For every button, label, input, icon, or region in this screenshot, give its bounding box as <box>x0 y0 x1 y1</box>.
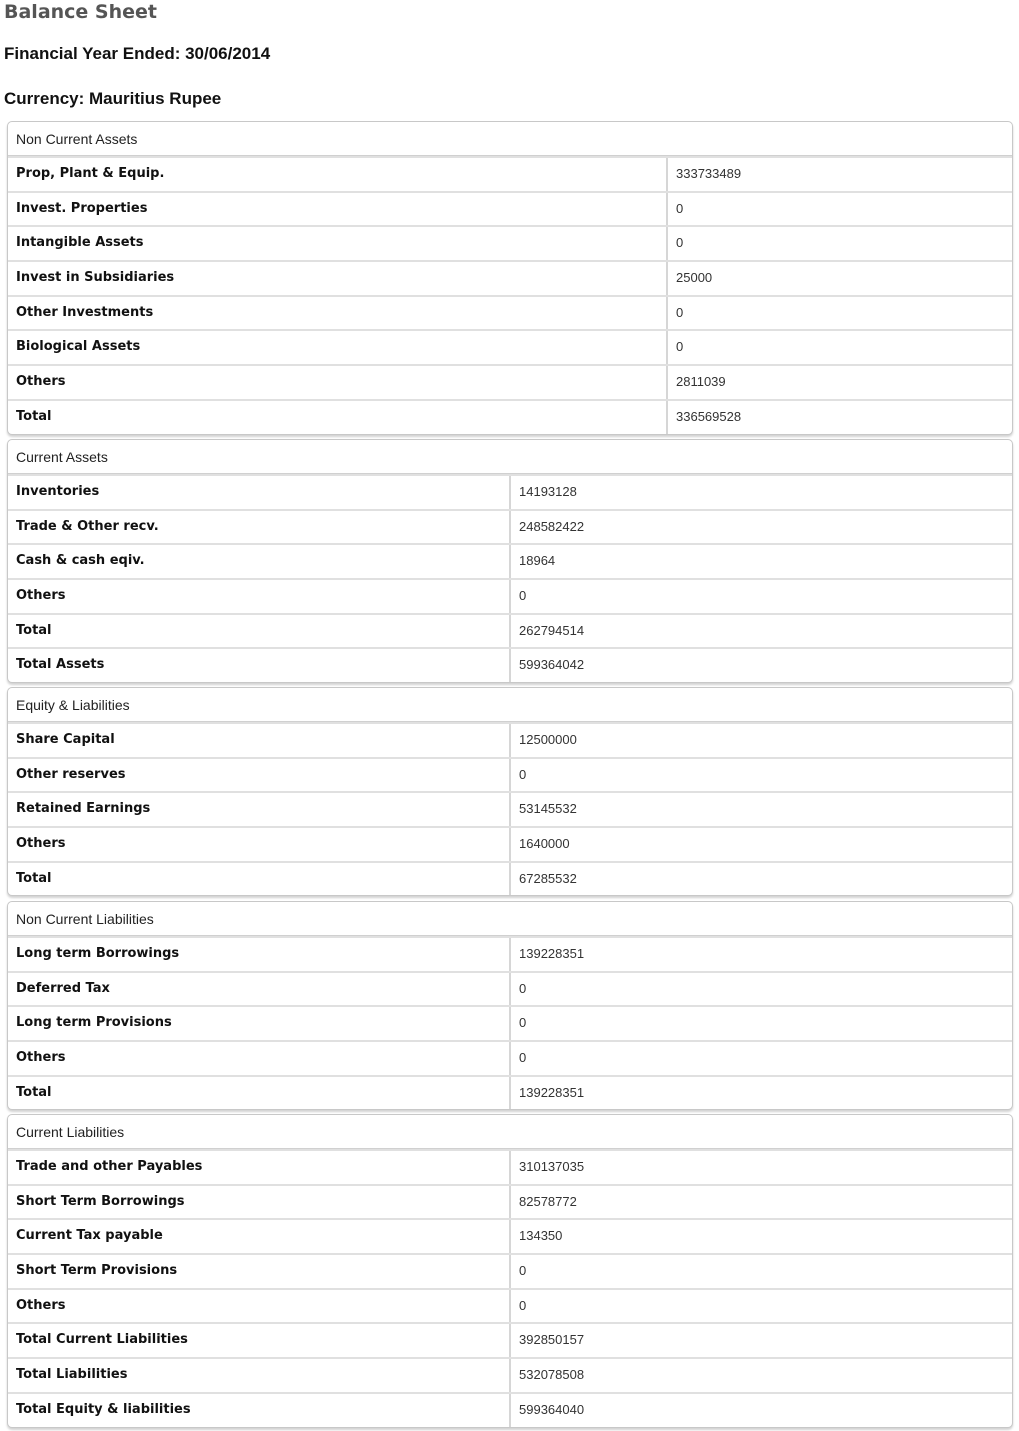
row-label: Others <box>8 366 668 399</box>
row-label: Total Assets <box>8 649 511 682</box>
table-row <box>8 936 1012 971</box>
row-label: Others <box>8 1290 511 1323</box>
row-value: 0 <box>676 200 684 216</box>
table-row <box>8 791 1012 826</box>
table-row <box>8 613 1012 648</box>
row-value: 0 <box>676 304 684 320</box>
row-value: 248582422 <box>519 518 585 534</box>
table-row <box>8 861 1012 896</box>
table-row <box>8 509 1012 544</box>
row-value: 0 <box>676 235 684 251</box>
section-non-current-liabilities <box>7 901 1013 1110</box>
row-label: Others <box>8 580 511 613</box>
row-label: Biological Assets <box>8 331 668 364</box>
table-row <box>8 1253 1012 1288</box>
table-row <box>8 260 1012 295</box>
row-value: 0 <box>519 588 527 604</box>
row-value: 599364040 <box>519 1401 585 1417</box>
row-value: 532078508 <box>519 1367 585 1383</box>
row-value: 139228351 <box>519 946 585 961</box>
row-label: Total Liabilities <box>8 1359 511 1392</box>
row-value: 67285532 <box>519 870 577 886</box>
row-label: Inventories <box>8 476 511 509</box>
row-label: Trade and other Payables <box>8 1151 511 1184</box>
table-row <box>8 1184 1012 1219</box>
row-value: 0 <box>519 1263 527 1279</box>
table-row <box>8 225 1012 260</box>
row-label: Deferred Tax <box>8 973 511 1006</box>
row-label: Trade & Other recv. <box>8 511 511 544</box>
row-label: Long term Borrowings <box>8 938 511 971</box>
row-value: 14193128 <box>519 484 577 499</box>
row-value: 12500000 <box>519 732 577 747</box>
table-row <box>8 1357 1012 1392</box>
section-header: Equity & Liabilities <box>8 688 1012 722</box>
table-row <box>8 295 1012 330</box>
table-row <box>8 474 1012 509</box>
row-label: Total <box>8 615 511 648</box>
row-value: 0 <box>676 339 684 355</box>
row-value: 82578772 <box>519 1193 577 1209</box>
row-label: Share Capital <box>8 724 511 757</box>
table-row <box>8 191 1012 226</box>
row-value: 53145532 <box>519 801 577 817</box>
row-value: 0 <box>519 1297 527 1313</box>
section-header: Non Current Assets <box>8 122 1012 156</box>
table-row <box>8 329 1012 364</box>
row-label: Long term Provisions <box>8 1007 511 1040</box>
row-value: 0 <box>519 1050 527 1066</box>
table-row <box>8 1322 1012 1357</box>
table-row <box>8 578 1012 613</box>
table-row <box>8 1005 1012 1040</box>
section-header: Current Assets <box>8 440 1012 474</box>
row-label: Retained Earnings <box>8 793 511 826</box>
row-label: Other Investments <box>8 297 668 330</box>
row-value: 333733489 <box>676 166 742 181</box>
page-title: Balance Sheet <box>4 1 157 23</box>
row-label: Total Current Liabilities <box>8 1324 511 1357</box>
section-current-assets <box>7 439 1013 683</box>
table-row <box>8 647 1012 682</box>
row-value: 25000 <box>676 270 713 286</box>
row-value: 392850157 <box>519 1332 585 1348</box>
row-value: 18964 <box>519 553 556 569</box>
row-value: 0 <box>519 766 527 782</box>
row-label: Total <box>8 401 668 434</box>
table-row <box>8 757 1012 792</box>
row-label: Others <box>8 828 511 861</box>
row-label: Total <box>8 863 511 896</box>
row-label: Prop, Plant & Equip. <box>8 158 668 191</box>
row-value: 139228351 <box>519 1084 585 1100</box>
section-header: Current Liabilities <box>8 1115 1012 1149</box>
row-label: Short Term Borrowings <box>8 1186 511 1219</box>
table-row <box>8 1075 1012 1110</box>
financial-year-heading: Financial Year Ended: 30/06/2014 <box>4 44 271 63</box>
row-label: Total <box>8 1077 511 1110</box>
row-value: 310137035 <box>519 1159 585 1174</box>
section-current-liabilities <box>7 1114 1013 1428</box>
row-label: Others <box>8 1042 511 1075</box>
row-label: Invest. Properties <box>8 193 668 226</box>
row-label: Invest in Subsidiaries <box>8 262 668 295</box>
row-label: Current Tax payable <box>8 1220 511 1253</box>
table-row <box>8 1218 1012 1253</box>
table-row <box>8 826 1012 861</box>
table-row <box>8 156 1012 191</box>
row-value: 1640000 <box>519 836 570 852</box>
row-label: Short Term Provisions <box>8 1255 511 1288</box>
section-equity-liabilities <box>7 687 1013 896</box>
table-row <box>8 399 1012 434</box>
row-value: 0 <box>519 1015 527 1031</box>
table-row <box>8 971 1012 1006</box>
row-value: 262794514 <box>519 622 585 638</box>
row-value: 0 <box>519 980 527 996</box>
row-label: Total Equity & liabilities <box>8 1394 511 1427</box>
table-row <box>8 1392 1012 1427</box>
table-row <box>8 364 1012 399</box>
table-row <box>8 543 1012 578</box>
table-row <box>8 722 1012 757</box>
row-value: 134350 <box>519 1228 563 1244</box>
section-non-current-assets <box>7 121 1013 435</box>
table-row <box>8 1040 1012 1075</box>
row-label: Other reserves <box>8 759 511 792</box>
table-row <box>8 1288 1012 1323</box>
row-label: Intangible Assets <box>8 227 668 260</box>
row-value: 599364042 <box>519 657 585 673</box>
section-header: Non Current Liabilities <box>8 902 1012 936</box>
row-value: 2811039 <box>676 374 726 390</box>
row-value: 336569528 <box>676 408 742 424</box>
currency-heading: Currency: Mauritius Rupee <box>4 89 222 108</box>
row-label: Cash & cash eqiv. <box>8 545 511 578</box>
table-row <box>8 1149 1012 1184</box>
